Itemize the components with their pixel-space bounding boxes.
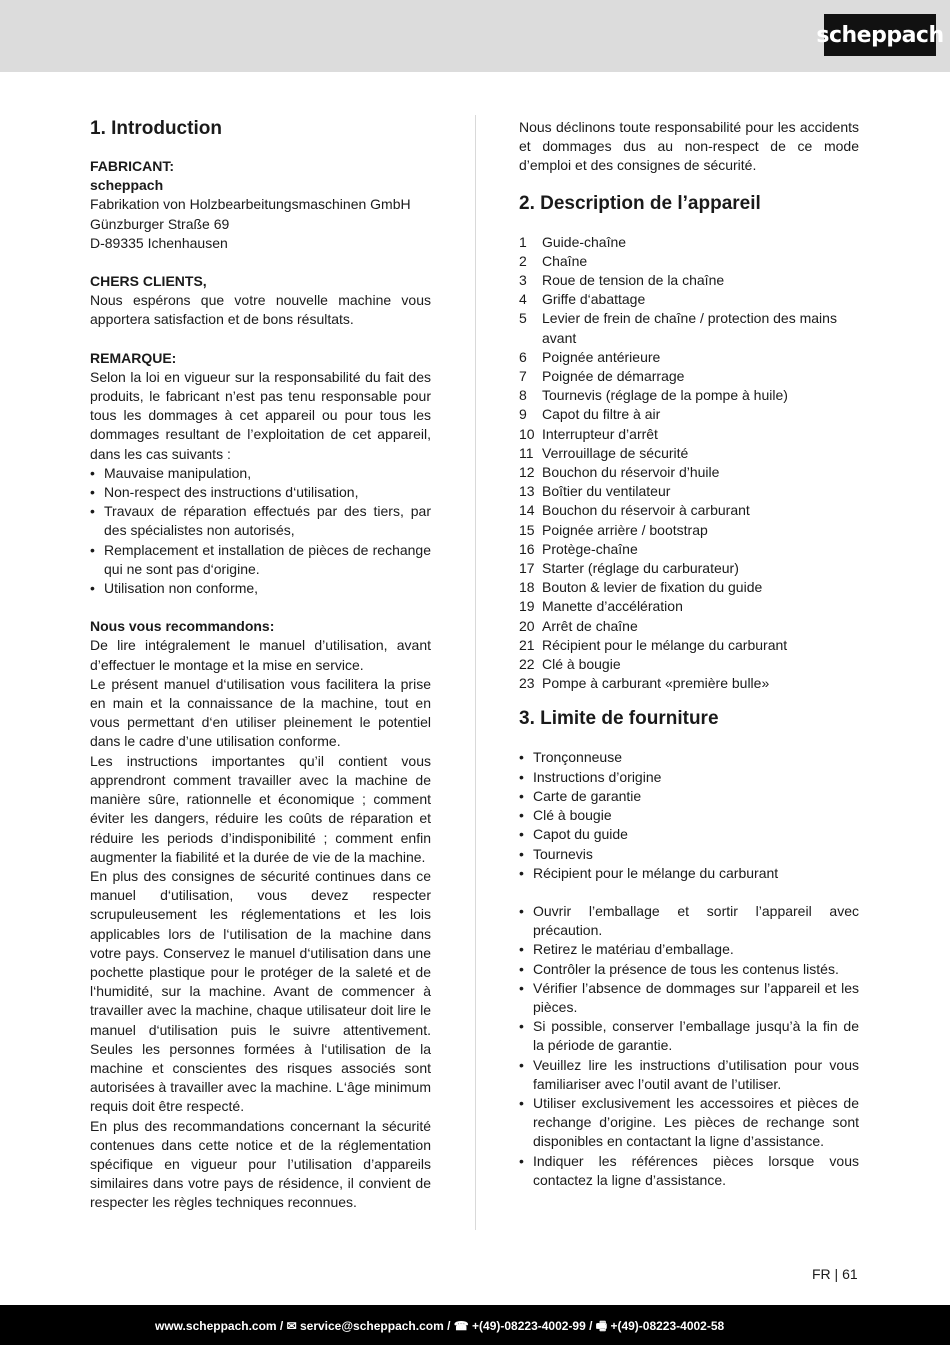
header-bar: [0, 0, 950, 72]
manufacturer-city: D-89335 Ichenhausen: [90, 234, 228, 251]
list-item: • Ouvrir l’emballage et sortir l’appareil avec précaution.: [519, 902, 859, 940]
page-number: FR | 61: [812, 1266, 858, 1282]
list-item: 13 Boîtier du ventilateur: [519, 483, 671, 500]
list-item: • Indiquer les références pièces lorsque vous contactez la ligne d’assistance.: [519, 1152, 859, 1190]
list-item: • Non-respect des instructions d‘utilisation,: [90, 483, 431, 502]
list-item: 8 Tournevis (réglage de la pompe à huile): [519, 387, 788, 404]
manufacturer-name: scheppach: [90, 177, 164, 194]
list-item: 16 Protège-chaîne: [519, 540, 638, 557]
list-item: 10 Interrupteur d’arrêt: [519, 425, 658, 442]
list-item: • Travaux de réparation effectués par des tiers, par des spécialistes non autorisés,: [90, 502, 431, 540]
recommend-paragraph: Les instructions importantes qu’il contient vous apprendront comment travailler avec la machine de manière sûre, rationnelle et économique ; comment éviter les dangers, réduire les coûts de réparation et réduire les periods d’indisponibilité ; comment enfin augmenter la fiabilité et la durée de vie de la machine.: [90, 752, 431, 865]
list-item: • Contrôler la présence de tous les contenus listés.: [519, 960, 859, 979]
remark-list: [90, 464, 431, 598]
section-title-introduction: 1. Introduction: [90, 118, 222, 139]
recommend-paragraph: En plus des consignes de sécurité continues dans ce manuel d‘utilisation, vous devez respecter scrupuleusement les réglementations et les lois applicables lors de l‘utilisation de la machine dans votre pays. Conservez le manuel d‘utilisation dans une pochette plastique pour le protéger de la saleté et de l‘humidité, sur la machine. Avant de commencer à travailler avec la machine, chaque utilisateur doit lire le manuel d‘utilisation puis le suivre attentivement. Seules les personnes formées à l‘utilisation de la machine et conscientes des risques associés sont autorisées à travailler avec la machine. L‘âge minimum requis doit être respecté.: [90, 867, 431, 1115]
recommend-paragraph: En plus des recommandations concernant la sécurité contenues dans cette notice et de la réglementation spécifique en vigueur pour l’utilisation d’appareils similaires dans votre pays de résidence, il convient de respecter les règles techniques reconnues.: [90, 1117, 431, 1211]
list-item: • Tournevis: [519, 845, 859, 864]
recommend-paragraph: Le présent manuel d‘utilisation vous facilitera la prise en main et la connaissance de la machine, tout en vous permettant d‘en utiliser pleinement le potentiel dans le cadre d’une utilisation conforme.: [90, 675, 431, 750]
manufacturer-title: FABRICANT:: [90, 158, 174, 174]
liability-text: Nous déclinons toute responsabilité pour les accidents et dommages dus au non-respect de ce mode d’emploi et des consignes de sécurité.: [519, 119, 859, 174]
recommend-paragraph: De lire intégralement le manuel d’utilisation, avant d’effectuer le montage et la mise en service.: [90, 637, 431, 673]
list-item: 12 Bouchon du réservoir d’huile: [519, 464, 720, 481]
brand-logo: scheppach: [824, 14, 936, 56]
list-item: 19 Manette d’accélération: [519, 598, 683, 615]
footer-contact: www.scheppach.com / ✉ service@scheppach.com / ☎ +(49)-08223-4002-99 / 🖷 +(49)-08223-4002-58: [155, 1319, 725, 1333]
remark-title: REMARQUE:: [90, 349, 177, 366]
list-item: • Retirez le matériau d’emballage.: [519, 940, 859, 959]
unpacking-steps: [519, 902, 859, 1190]
section-title-description: 2. Description de l’appareil: [519, 192, 761, 214]
list-item: 4 Griffe d‘abattage: [519, 291, 646, 308]
footer-bar: [0, 1305, 950, 1345]
list-item: 17 Starter (réglage du carburateur): [519, 560, 739, 577]
right-column: [519, 118, 859, 1190]
list-item: 15 Poignée arrière / bootstrap: [519, 521, 708, 538]
list-item: 21 Récipient pour le mélange du carburant: [519, 636, 788, 653]
list-item: 6 Poignée antérieure: [519, 348, 661, 365]
list-item: • Utilisation non conforme,: [90, 579, 431, 598]
list-item: 23 Pompe à carburant «première bulle»: [519, 675, 770, 692]
recommend-title: Nous vous recommandons:: [90, 618, 275, 635]
list-item: • Remplacement et installation de pièces de rechange qui ne sont pas d‘origine.: [90, 541, 431, 579]
parts-list: [519, 233, 859, 694]
left-column: [90, 118, 431, 1213]
clients-title: CHERS CLIENTS,: [90, 273, 207, 290]
list-item: 3 Roue de tension de la chaîne: [519, 272, 725, 289]
supply-list: [519, 748, 859, 882]
list-item: • Tronçonneuse: [519, 748, 859, 767]
remark-text: Selon la loi en vigueur sur la responsabilité du fait des produits, le fabricant n’est pas tenu responsable pour tous les dommages à cet appareil ou pour tous les dommages resultant de l’exploitation de cet appareil, dans les cas suivants :: [90, 368, 431, 462]
list-item: 1 Guide-chaîne: [519, 233, 627, 250]
list-item: • Instructions d’origine: [519, 768, 859, 787]
list-item: 2 Chaîne: [519, 252, 588, 269]
manufacturer-street: Günzburger Straße 69: [90, 215, 230, 232]
list-item: 14 Bouchon du réservoir à carburant: [519, 502, 750, 519]
list-item: 11 Verrouillage de sécurité: [519, 444, 689, 461]
list-item: 22 Clé à bougie: [519, 656, 621, 673]
list-item: • Utiliser exclusivement les accessoires et pièces de rechange d’origine. Les pièces de rechange sont disponibles en contactant la ligne d’assistance.: [519, 1094, 859, 1152]
list-item: • Clé à bougie: [519, 806, 859, 825]
list-item: 5 Levier de frein de chaîne / protection des mains avant: [519, 310, 837, 346]
clients-text: Nous espérons que votre nouvelle machine vous apportera satisfaction et de bons résultats.: [90, 292, 431, 328]
list-item: • Si possible, conserver l’emballage jusqu’à la fin de la période de garantie.: [519, 1017, 859, 1055]
list-item: • Vérifier l’absence de dommages sur l’appareil et les pièces.: [519, 979, 859, 1017]
manufacturer-company: Fabrikation von Holzbearbeitungsmaschinen GmbH: [90, 196, 411, 213]
list-item: • Récipient pour le mélange du carburant: [519, 864, 859, 883]
list-item: • Veuillez lire les instructions d’utilisation pour vous familiariser avec l’outil avant de l’utiliser.: [519, 1056, 859, 1094]
list-item: • Mauvaise manipulation,: [90, 464, 431, 483]
list-item: 7 Poignée de démarrage: [519, 368, 685, 385]
list-item: • Carte de garantie: [519, 787, 859, 806]
list-item: 18 Bouton & levier de fixation du guide: [519, 579, 763, 596]
list-item: 20 Arrêt de chaîne: [519, 617, 638, 634]
list-item: • Capot du guide: [519, 825, 859, 844]
column-divider: [475, 115, 476, 1230]
section-title-supply: 3. Limite de fourniture: [519, 708, 719, 730]
list-item: 9 Capot du filtre à air: [519, 406, 661, 423]
